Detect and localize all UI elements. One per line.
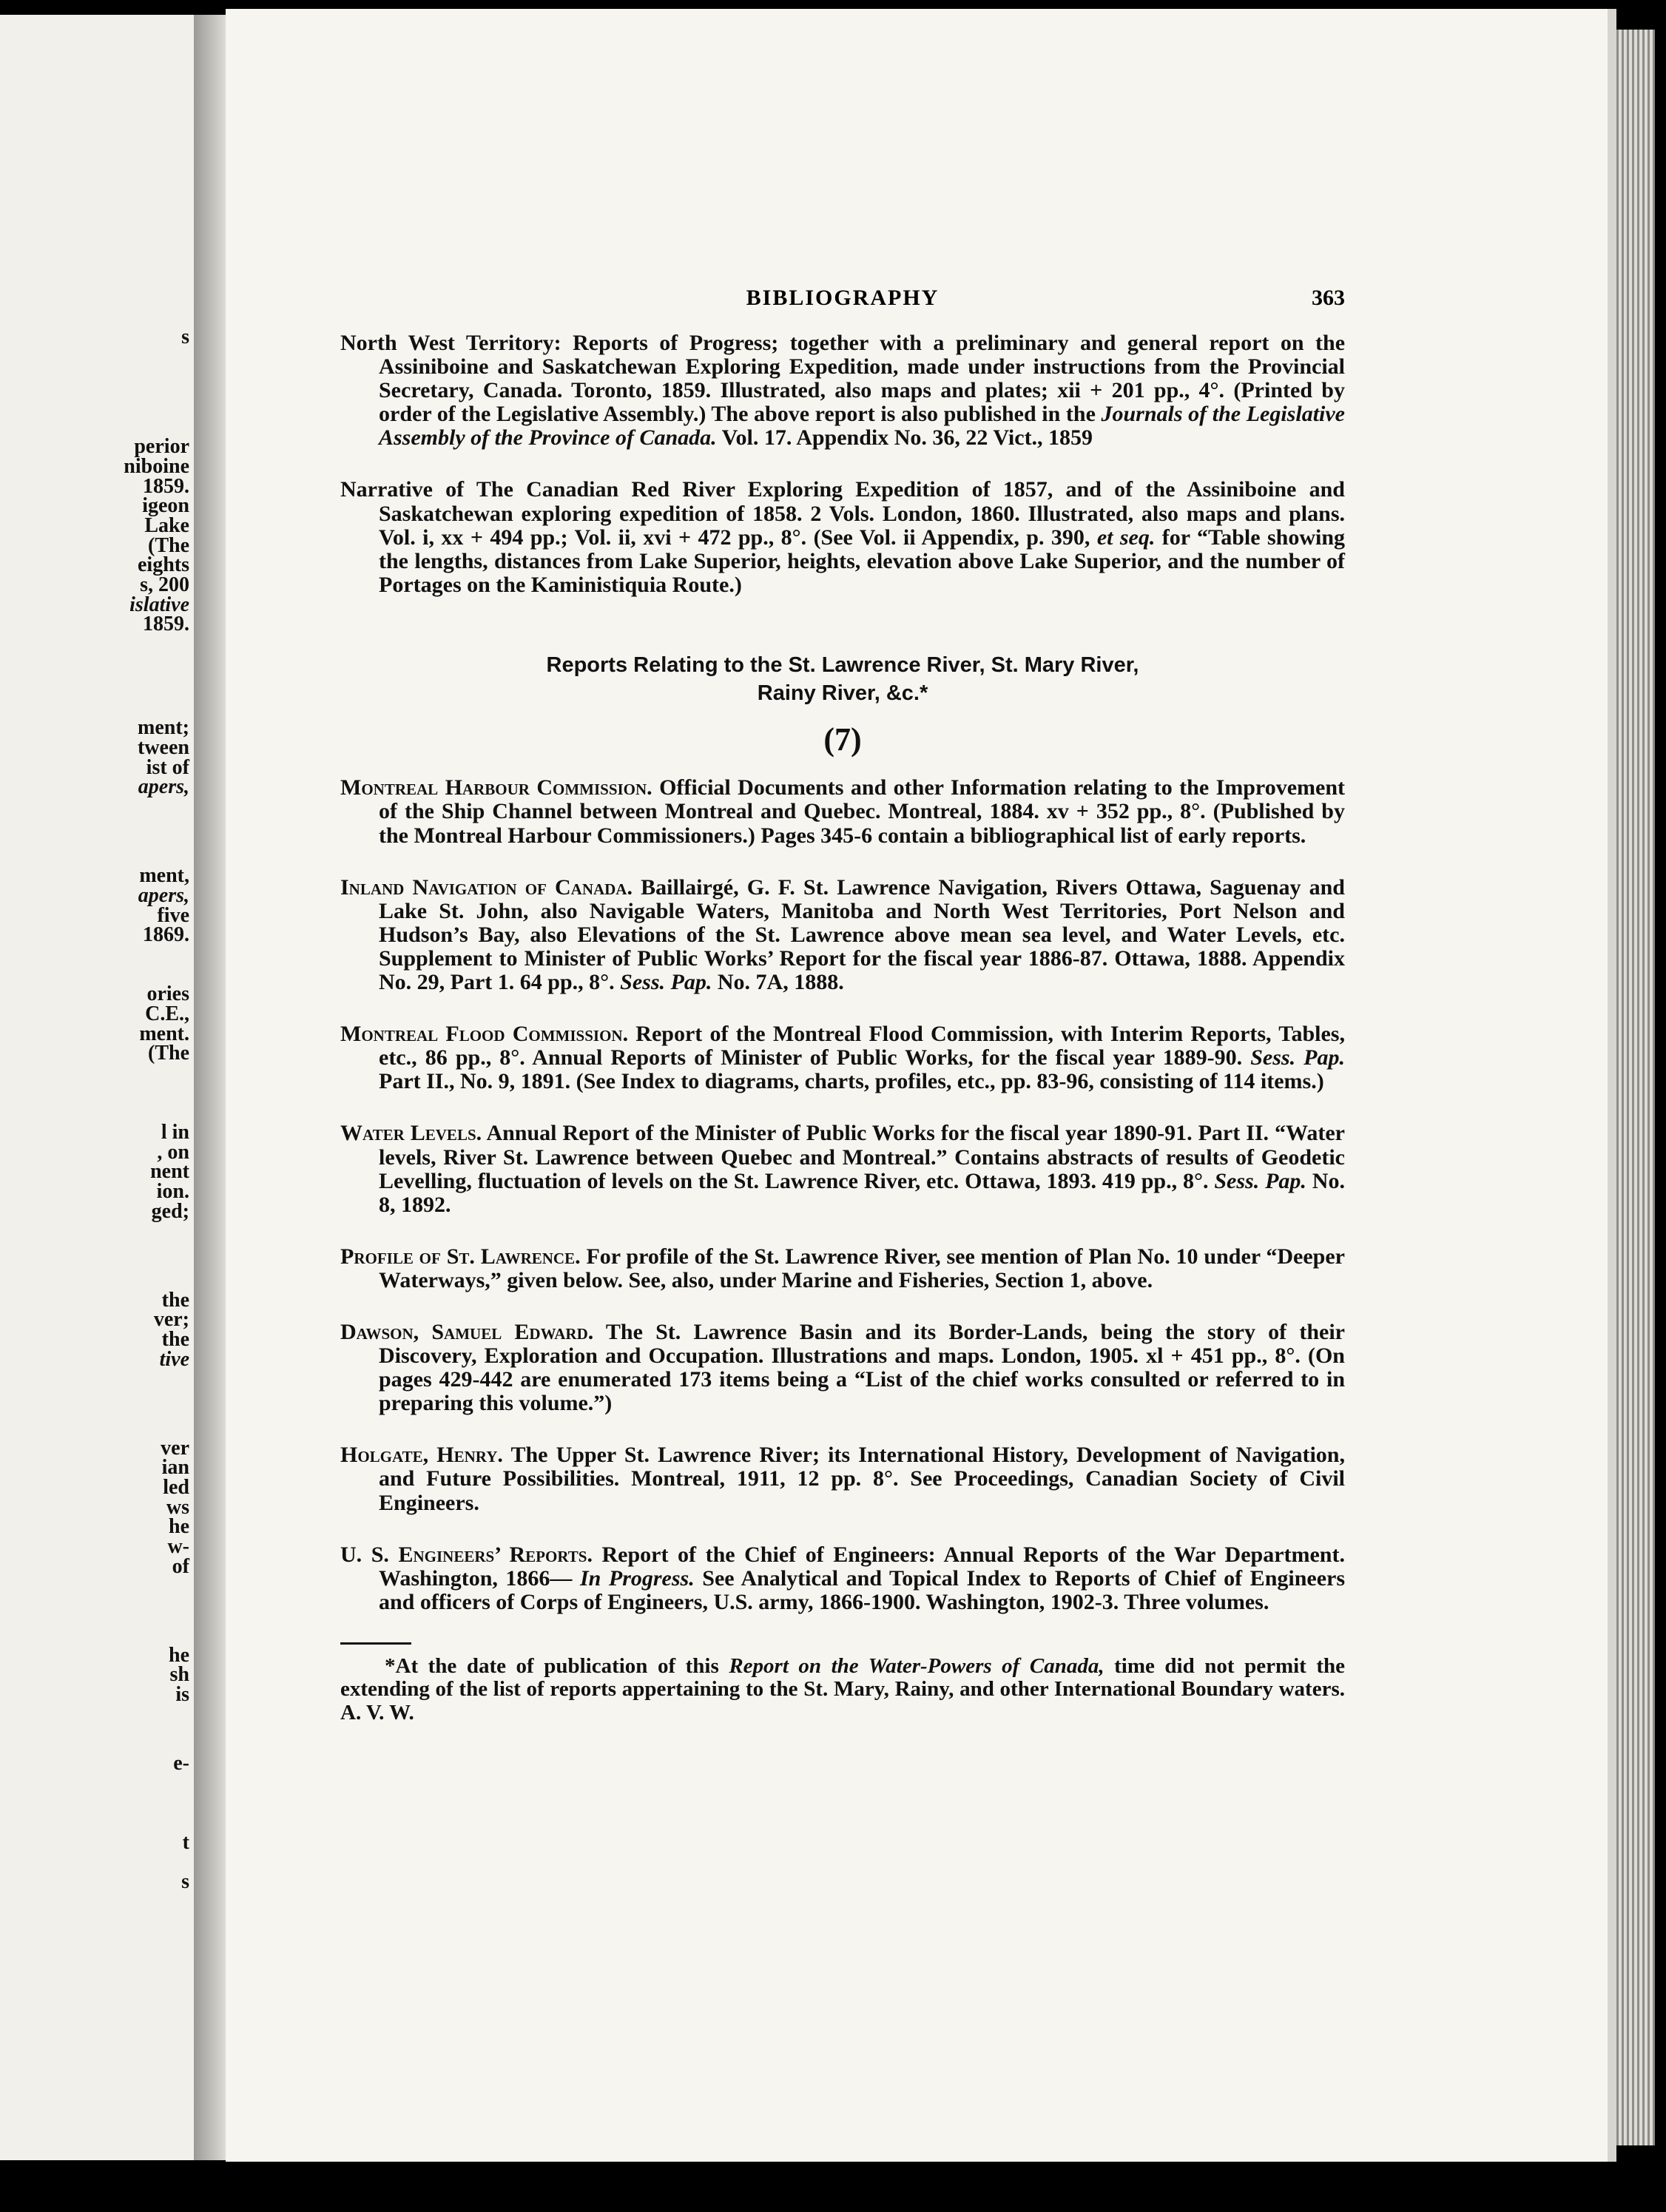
entry-heading: Inland Navigation of Canada.	[340, 874, 633, 900]
entry-text: Annual Report of the Minister of Public Works for the fiscal year 1890-91. Part II. “Water levels, River St. Lawrence between Quebec and Montreal.” Contains abstracts of results of Geodetic Levelling, fluctuation of levels on the St. Lawrence River, etc. Ottawa, 1893. 419 pp., 8°.	[379, 1121, 1345, 1193]
entry-heading: Narrative of The Canadian Red River Exploring Expedition of 1857,	[340, 477, 1053, 502]
left-page-fragment: C.E.,	[145, 1002, 189, 1025]
footnote	[340, 1655, 1345, 1724]
entry-heading: Water Levels.	[340, 1121, 482, 1146]
page-stack-edge	[1616, 30, 1655, 2145]
left-page-fragment: islative	[129, 593, 189, 616]
left-page-fragment: (The	[148, 534, 189, 557]
left-page-fragment: ment,	[139, 864, 189, 887]
bibliography-entry	[340, 1022, 1345, 1093]
bibliography-entry	[340, 1443, 1345, 1514]
entry-tail: No. 7A, 1888.	[712, 970, 844, 995]
entry-italic: Sess. Pap.	[1214, 1168, 1306, 1193]
section-heading-line-1: Reports Relating to the St. Lawrence River, St. Mary River,	[546, 653, 1139, 677]
entry-tail: No. 8, 1892.	[379, 1168, 1345, 1217]
left-page-fragment: is	[175, 1683, 189, 1706]
entry-tail: See Analytical and Topical Index to Reports of Chief of Engineers and officers of Corps of Engineers, U.S. army, 1866-1900. Washington, 1902-3. Three volumes.	[379, 1565, 1346, 1614]
bibliography-entry	[340, 1122, 1345, 1216]
entry-text: For profile of the St. Lawrence River, see mention of Plan No. 10 under “Deeper Waterways,” given below. See, also, under Marine and Fisheries, Section 1, above.	[379, 1244, 1345, 1292]
entry-italic: Journals of the Legislative Assembly of the Province of Canada.	[379, 402, 1345, 451]
entry-heading: Montreal Flood Commission.	[340, 1022, 629, 1047]
entry-italic: et seq.	[1096, 525, 1156, 550]
top-entries	[340, 331, 1345, 597]
entry-italic: Sess. Pap.	[620, 970, 712, 995]
left-page-fragment: igeon	[142, 494, 189, 517]
footnote-tail: time did not permit the extending of the list of reports appertaining to the St. Mary, Rainy, and other International Boundary waters. A. V. W.	[340, 1653, 1346, 1724]
left-page-fragment: he	[169, 1644, 189, 1667]
entry-italic: Sess. Pap.	[1250, 1045, 1345, 1070]
left-page-fragment: 1859.	[143, 475, 189, 498]
entry-text: Report of the Montreal Flood Commission, with Interim Reports, Tables, etc., 86 pp., 8°. Annual Reports of Minister of Public Works, for the fiscal year 1889-90.	[379, 1022, 1345, 1070]
left-page-fragment: l in	[161, 1121, 189, 1144]
left-page-fragment: s, 200	[140, 573, 189, 596]
left-page-fragment: 1869.	[143, 923, 189, 946]
left-page-fragment: ment.	[139, 1022, 189, 1045]
left-page-fragment: five	[157, 904, 189, 927]
left-page-fragment: s	[181, 1870, 189, 1893]
entry-text: and of the Assiniboine and Saskatchewan exploring expedition of 1858. 2 Vols. London, 1860. Illustrated, also maps and plans. Vol. i, xx + 494 pp.; Vol. ii, xvi + 472 pp., 8°. (See Vol. ii Appendix, p. 390,	[379, 477, 1345, 550]
left-page-fragment: the	[161, 1289, 189, 1312]
page-number: 363	[1312, 286, 1345, 310]
entry-text: Baillairgé, G. F. St. Lawrence Navigation, Rivers Ottawa, Saguenay and Lake St. John, also Navigable Waters, Manitoba and North West Territories, Port Nelson and Hudson’s Bay, also Elevations of the St. Lawrence above mean sea level, and Water Levels, etc. Supplement to Minister of Public Works’ Report for the fiscal year 1886-87. Ottawa, 1888. Appendix No. 29, Part 1. 64 pp., 8°.	[379, 874, 1345, 995]
left-page-fragment: niboine	[124, 455, 189, 478]
left-page-fragment: 1859.	[143, 613, 189, 635]
left-page-fragment: eights	[138, 553, 189, 576]
footnote-rule	[340, 1642, 411, 1645]
left-page-fragment: the	[161, 1328, 189, 1351]
left-page-fragment: ws	[166, 1496, 189, 1519]
left-page-fragment: nent	[150, 1160, 189, 1183]
footnote-text: *At the date of publication of this	[385, 1653, 729, 1678]
page-body	[340, 331, 1345, 1724]
left-page-fragment: ian	[161, 1456, 189, 1479]
entry-tail: for “Table showing the lengths, distances from Lake Superior, heights, elevation above Lake Superior, and the number of Portages on the Kaministiquia Route.)	[379, 525, 1346, 597]
left-page-fragment: ories	[146, 982, 189, 1005]
footnote-italic: Report on the Water-Powers of Canada,	[729, 1653, 1105, 1678]
left-page-fragment: t	[182, 1831, 189, 1854]
entry-tail: Vol. 17. Appendix No. 36, 22 Vict., 1859	[716, 425, 1093, 451]
bibliography-entry	[340, 776, 1345, 847]
left-page-fragment: s	[181, 326, 189, 348]
bibliography-entry	[340, 478, 1345, 596]
entry-heading: Dawson, Samuel Edward.	[340, 1319, 594, 1344]
entry-text: Official Documents and other Information relating to the Improvement of the Ship Channel between Montreal and Quebec. Montreal, 1884. xv + 352 pp., 8°. (Published by the Montreal Harbour Commissioners.) Pages 345-6 contain a bibliographical list of early reports.	[379, 775, 1345, 848]
entry-text: Report of the Chief of Engineers: Annual Reports of the War Department. Washington, 1866—	[379, 1542, 1345, 1591]
bibliography-entry	[340, 1321, 1345, 1415]
left-page-fragment: apers,	[138, 884, 189, 907]
left-facing-page	[0, 15, 198, 2160]
section-heading-line-2: Rainy River, &c.*	[757, 681, 928, 705]
left-page-fragment: (The	[148, 1042, 189, 1065]
running-header	[340, 286, 1345, 315]
entry-italic: In Progress.	[579, 1565, 695, 1591]
bibliography-entry	[340, 331, 1345, 450]
left-page-fragment: , on	[157, 1141, 189, 1164]
left-page-fragment: ion.	[156, 1180, 189, 1203]
bibliography-entry	[340, 1245, 1345, 1292]
left-page-fragment: ged;	[151, 1200, 189, 1223]
left-page-fragment: ver;	[153, 1308, 189, 1331]
section-number: (7)	[823, 721, 862, 758]
entry-heading: Profile of St. Lawrence.	[340, 1244, 581, 1269]
bibliography-entries	[340, 776, 1345, 1614]
entry-heading: Holgate, Henry.	[340, 1443, 503, 1468]
left-page-fragment: apers,	[138, 775, 189, 798]
entry-text: Reports of Progress; together with a preliminary and general report on the Assiniboine and Saskatchewan Exploring Expedition, made under instructions from the Provincial Secretary, Canada. Toronto, 1859. Illustrated, also maps and plates; xii + 201 pp., 4°. (Printed by order of the Legislative Assembly.) The above report is also published in the	[379, 331, 1346, 427]
bibliography-entry	[340, 1543, 1345, 1614]
left-page-fragment: of	[172, 1555, 189, 1578]
left-page-fragment: he	[169, 1515, 189, 1538]
left-page-fragment: tween	[138, 736, 189, 759]
left-page-fragment: Lake	[144, 514, 189, 537]
bibliography-entry	[340, 876, 1345, 994]
section-heading	[340, 652, 1345, 707]
left-page-fragment: tive	[159, 1348, 189, 1371]
left-page-fragment: e-	[173, 1752, 189, 1775]
entry-text: The St. Lawrence Basin and its Border-Lands, being the story of their Discovery, Exploration and Occupation. Illustrations and maps. London, 1905. xl + 451 pp., 8°. (On pages 429-442 are enumerated 173 items being a “List of the chief works consulted or referred to in preparing this volume.”)	[379, 1319, 1345, 1416]
left-page-fragment: led	[163, 1476, 189, 1499]
left-page-fragment: ist of	[146, 756, 189, 779]
left-page-fragment: ment;	[138, 716, 189, 739]
left-page-fragment: w-	[167, 1535, 189, 1558]
entry-heading: Montreal Harbour Commission.	[340, 775, 652, 800]
left-page-fragment: ver	[161, 1437, 189, 1460]
entry-heading: U. S. Engineers’ Reports.	[340, 1542, 593, 1567]
left-page-fragment: sh	[169, 1663, 189, 1686]
entry-text: The Upper St. Lawrence River; its International History, Development of Navigation, and Future Possibilities. Montreal, 1911, 12 pp. 8°. See Proceedings, Canadian Society of Civil Engineers.	[379, 1443, 1345, 1515]
entry-heading: North West Territory:	[340, 331, 561, 355]
entry-tail: Part II., No. 9, 1891. (See Index to diagrams, charts, profiles, etc., pp. 83-96, consisting of 114 items.)	[379, 1069, 1324, 1094]
left-page-fragment: perior	[134, 435, 189, 458]
running-title: BIBLIOGRAPHY	[746, 286, 940, 310]
